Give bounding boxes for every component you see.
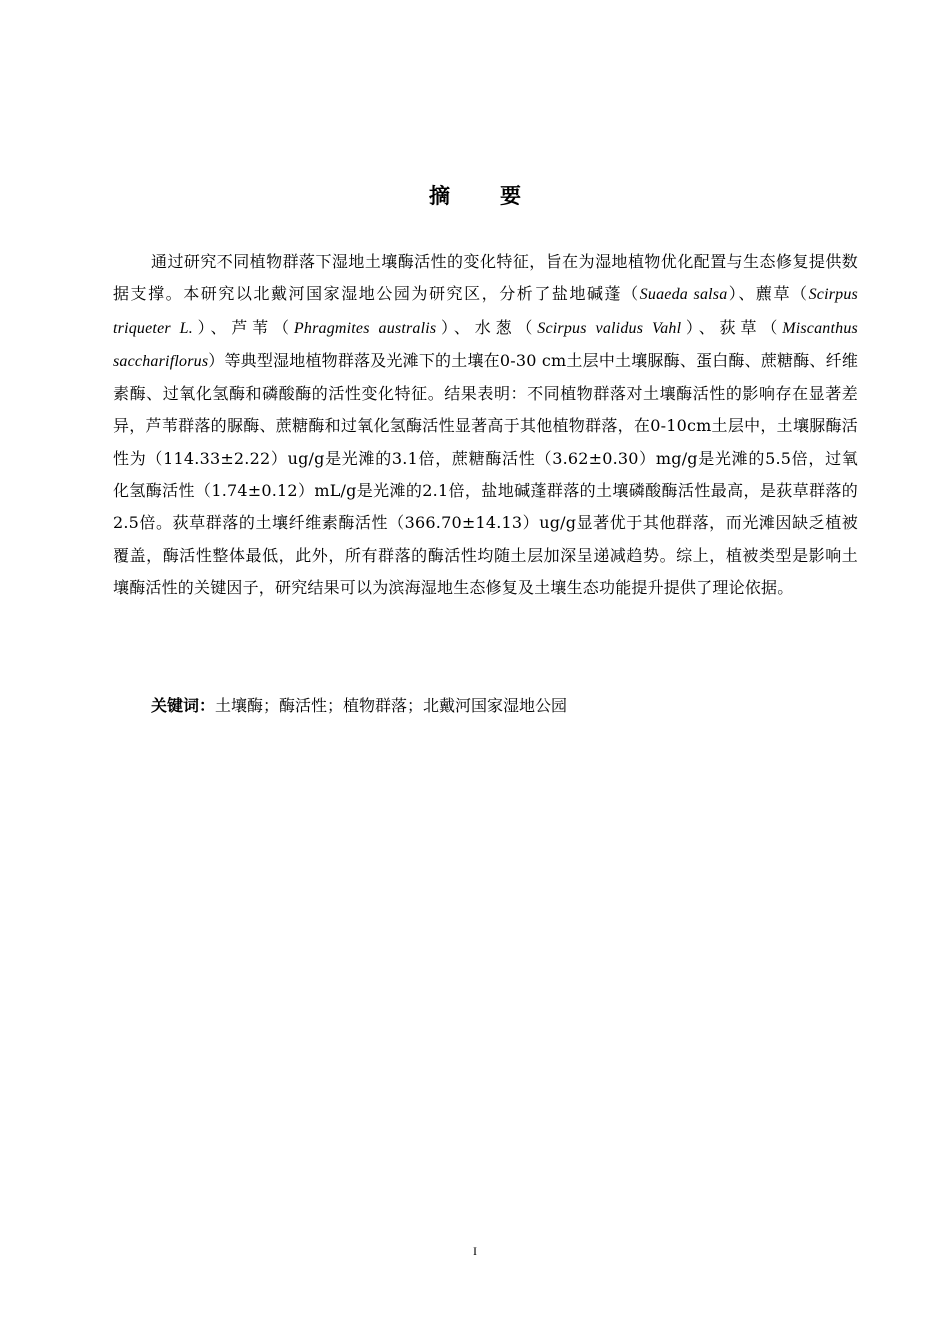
abstract-text-5: ）、荻草（ bbox=[681, 317, 783, 337]
abstract-text-4: ）、水葱（ bbox=[436, 317, 538, 337]
title-char-2: 要 bbox=[500, 184, 521, 208]
page-number: I bbox=[473, 1244, 477, 1258]
abstract-text-6: ）等典型湿地植物群落及光滩下的土壤在0-30 cm土层中土壤脲酶、蛋白酶、蔗糖酶、纤维素酶、过氧化氢酶和磷酸酶的活性变化特征。结果表明：不同植物群落对土壤酶活性的影响存在显著差异，芦苇群落的脲酶、蔗糖酶和过氧化氢酶活性显著高于其他植物群落，在0-10cm土层中，土壤脲酶活性为（114.33±2.22）ug/g是光滩的3.1倍，蔗糖酶活性（3.62±0.30）mg/g是光滩的5.5倍，过氧化氢酶活性（1.74±0.12）mL/g是光滩的2.1倍，盐地碱蓬群落的土壤磷酸酶活性最高，是荻草群落的2.5倍。荻草群落的土壤纤维素酶活性（366.70±14.13）ug/g显著优于其他群落，而光滩因缺乏植被覆盖，酶活性整体最低，此外，所有群落的酶活性均随土层加深呈递减趋势。综上，植被类型是影响土壤酶活性的关键因子，研究结果可以为滨海湿地生态修复及土壤生态功能提升提供了理论依据。 bbox=[113, 350, 859, 597]
species-miscanthus-sacchariflorus: Miscanthus sacchariflorus bbox=[113, 319, 858, 370]
species-scirpus-validus: Scirpus validus Vahl bbox=[537, 319, 682, 337]
title-char-1: 摘 bbox=[429, 184, 450, 208]
abstract-text-1: 通过研究不同植物群落下湿地土壤酶活性的变化特征，旨在为湿地植物优化配置与生态修复提供数据支撑。本研究以北戴河国家湿地公园为研究区，分析了盐地碱蓬（ bbox=[113, 252, 858, 304]
keywords-line bbox=[151, 690, 858, 722]
species-suaeda-salsa: Suaeda salsa bbox=[639, 286, 728, 304]
keywords-label: 关键词： bbox=[151, 696, 216, 715]
abstract-text-3: ）、芦苇（ bbox=[192, 317, 294, 337]
abstract-text-2: ）、藨草（ bbox=[727, 284, 809, 304]
species-phragmites-australis: Phragmites australis bbox=[293, 319, 437, 337]
abstract-body bbox=[113, 246, 858, 604]
abstract-title bbox=[0, 180, 950, 210]
species-scirpus-triqueter: Scirpus triqueter L. bbox=[113, 286, 858, 337]
keywords-text: 土壤酶；酶活性；植物群落；北戴河国家湿地公园 bbox=[215, 696, 568, 715]
